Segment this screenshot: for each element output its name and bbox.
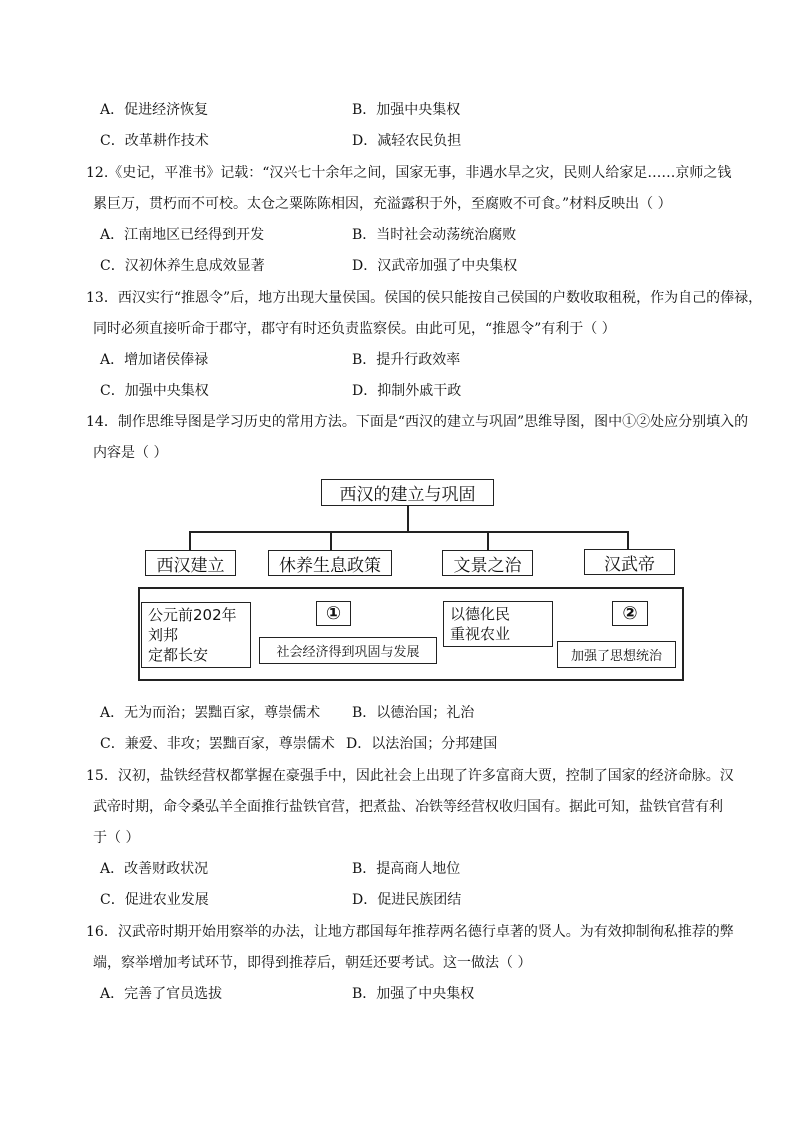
q12-option-a: A．江南地区已经得到开发 (100, 227, 265, 243)
q15-stem-line3: 于（ ） (93, 830, 140, 846)
q15-stem-line1: 15．汉初，盐铁经营权都掌握在豪强手中，因此社会上出现了许多富商大贾，控制了国家的经济命脉。汉 (86, 768, 734, 784)
q14-option-a: A．无为而治；罢黜百家，尊崇儒术 (100, 705, 321, 721)
caption-thought-control: 加强了思想统治 (557, 641, 676, 668)
q14-stem-line1: 14．制作思维导图是学习历史的常用方法。下面是“西汉的建立与巩固”思维导图，图中①②处应分别填入的 (86, 414, 749, 430)
q11-option-c: C．改革耕作技术 (100, 133, 209, 149)
connector-root (407, 506, 409, 532)
q13-stem-line1: 13．西汉实行“推恩令”后，地方出现大量侯国。侯国的侯只能按自己侯国的户数收取租税，作为自己的俸禄， (86, 290, 763, 306)
q14-stem-line2: 内容是（ ） (93, 445, 168, 461)
q15-option-d: D．促进民族团结 (352, 892, 462, 908)
caption-economy: 社会经济得到巩固与发展 (259, 637, 437, 664)
branch-founding: 西汉建立 (145, 550, 236, 576)
q12-stem-line1: 12.《史记，平准书》记载：“汉兴七十余年之间，国家无事，非遇水旱之灾，民则人给家足……京师之钱 (86, 165, 732, 181)
q15-option-b: B．提高商人地位 (352, 861, 461, 877)
q12-stem-line2: 累巨万，贯朽而不可校。太仓之粟陈陈相因，充溢露积于外，至腐败不可食。”材料反映出（ ） (93, 196, 672, 212)
branch-emperor-wu: 汉武帝 (584, 549, 675, 575)
connector-branch-2 (330, 531, 332, 551)
mind-map-root: 西汉的建立与巩固 (321, 479, 494, 506)
q13-option-d: D．抑制外戚干政 (352, 383, 462, 399)
q11-option-a: A．促进经济恢复 (100, 102, 209, 118)
branch-wenjing-rule: 文景之治 (442, 550, 533, 576)
connector-horizontal (189, 531, 628, 533)
wenjing-detail-line-2: 重视农业 (450, 625, 511, 643)
founding-detail (141, 602, 251, 668)
connector-branch-4 (627, 531, 629, 551)
founding-detail-line-3: 定都长安 (148, 646, 209, 664)
blank-marker-1: ① (316, 601, 351, 626)
founding-detail-line-2: 刘邦 (148, 626, 179, 644)
q16-stem-line1: 16．汉武帝时期开始用察举的办法，让地方郡国每年推荐两名德行卓著的贤人。为有效抑制徇私推荐的弊 (86, 924, 734, 940)
q14-option-c: C．兼爱、非攻；罢黜百家，尊崇儒术 (100, 736, 335, 752)
q11-option-b: B．加强中央集权 (352, 102, 461, 118)
wenjing-detail (443, 601, 553, 647)
q13-option-c: C．加强中央集权 (100, 383, 209, 399)
q13-stem-line2: 同时必须直接听命于郡守，郡守有时还负责监察侯。由此可见，“推恩令”有利于（ ） (93, 321, 616, 337)
branch-recuperation-policy: 休养生息政策 (268, 550, 392, 576)
blank-marker-2: ② (612, 601, 648, 626)
wenjing-detail-line-1: 以德化民 (450, 605, 511, 623)
q16-option-a: A．完善了官员选拔 (100, 986, 223, 1002)
q12-option-d: D．汉武帝加强了中央集权 (352, 258, 518, 274)
q15-option-c: C．促进农业发展 (100, 892, 209, 908)
q16-stem-line2: 端，察举增加考试环节，即得到推荐后，朝廷还要考试。这一做法（ ） (93, 955, 532, 971)
founding-detail-line-1: 公元前202年 (148, 606, 237, 624)
q12-option-b: B．当时社会动荡统治腐败 (352, 227, 517, 243)
q14-option-b: B．以德治国；礼治 (352, 705, 475, 721)
q11-option-d: D．减轻农民负担 (352, 133, 462, 149)
q15-option-a: A．改善财政状况 (100, 861, 209, 877)
q12-option-c: C．汉初休养生息成效显著 (100, 258, 265, 274)
connector-branch-1 (189, 531, 191, 551)
q13-option-a: A．增加诸侯俸禄 (100, 352, 209, 368)
connector-branch-3 (487, 531, 489, 551)
q15-stem-line2: 武帝时期，命令桑弘羊全面推行盐铁官营，把煮盐、冶铁等经营权收归国有。据此可知，盐铁官营有利 (93, 799, 723, 815)
q14-option-d: D．以法治国；分邦建国 (346, 736, 498, 752)
q13-option-b: B．提升行政效率 (352, 352, 461, 368)
q16-option-b: B．加强了中央集权 (352, 986, 475, 1002)
